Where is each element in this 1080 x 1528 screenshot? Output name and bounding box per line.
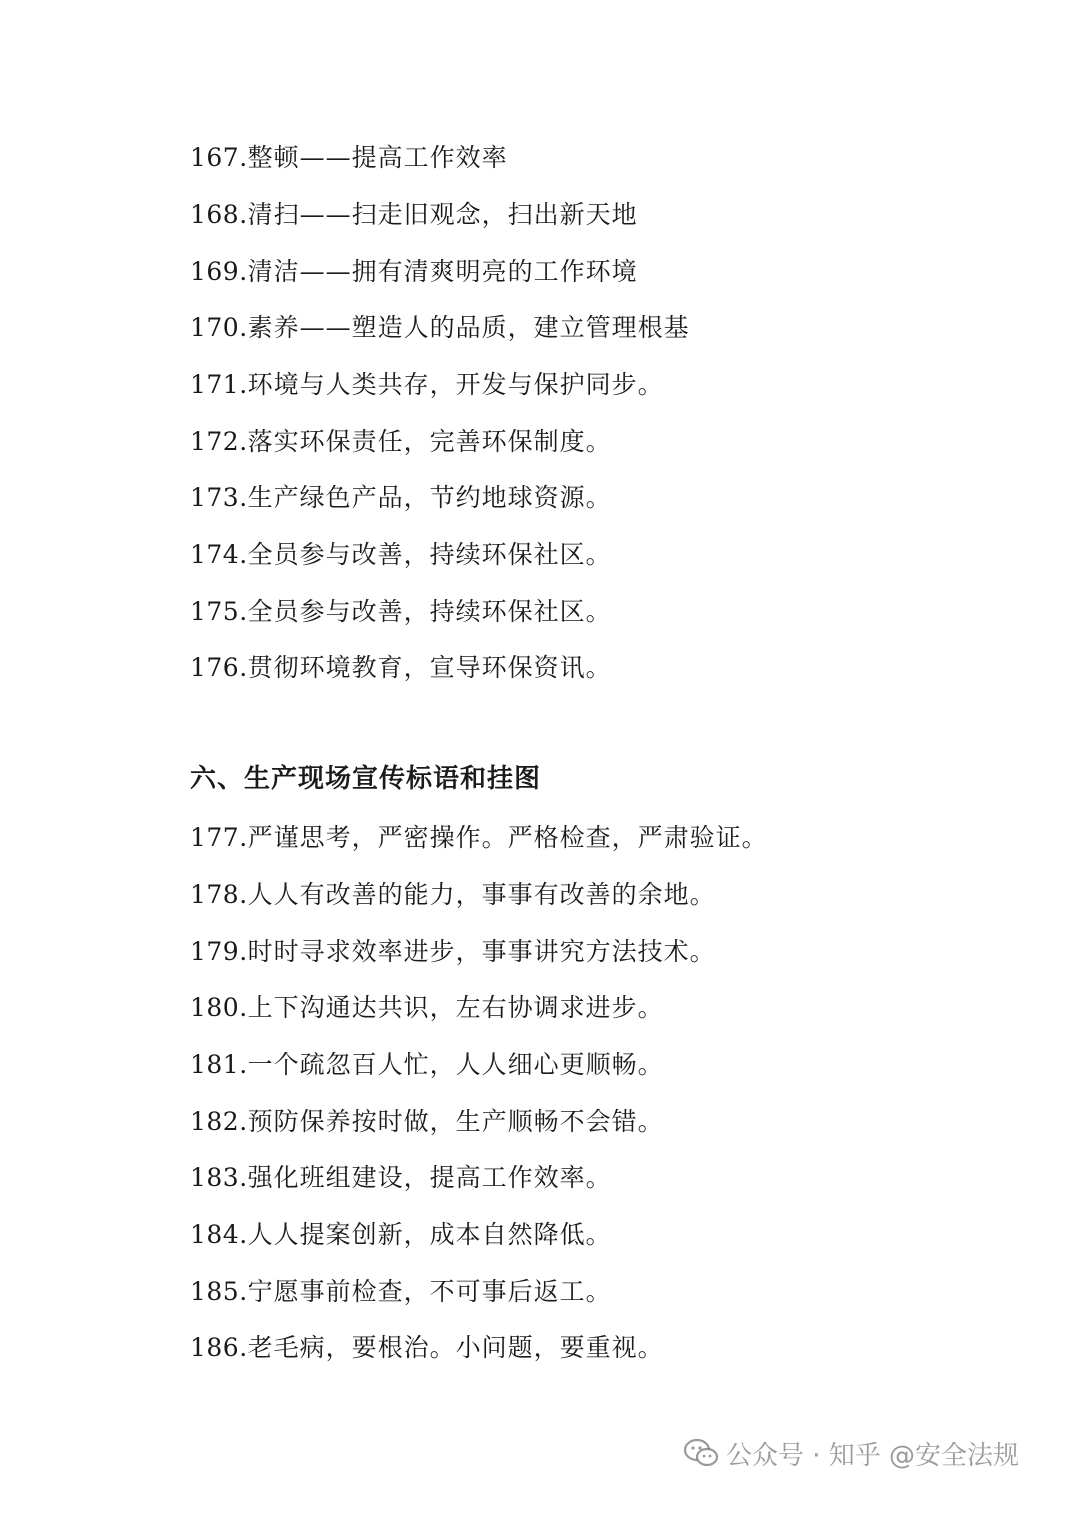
list-item bbox=[190, 1049, 664, 1081]
item-number: 182. bbox=[190, 1107, 248, 1136]
list-item bbox=[190, 992, 664, 1024]
list-item bbox=[190, 596, 612, 628]
list-item bbox=[190, 652, 612, 684]
item-text: 全员参与改善，持续环保社区。 bbox=[247, 597, 612, 626]
item-number: 173. bbox=[190, 483, 248, 512]
watermark bbox=[684, 1433, 1019, 1473]
item-text: 时时寻求效率进步，事事讲究方法技术。 bbox=[247, 937, 716, 966]
item-text: 强化班组建设，提高工作效率。 bbox=[247, 1163, 612, 1192]
wechat-icon bbox=[684, 1438, 718, 1468]
item-text: 老毛病，要根治。小问题，要重视。 bbox=[247, 1333, 664, 1362]
item-number: 175. bbox=[190, 597, 248, 626]
item-number: 180. bbox=[190, 993, 248, 1022]
item-text: 人人提案创新，成本自然降低。 bbox=[247, 1220, 612, 1249]
item-number: 183. bbox=[190, 1163, 248, 1192]
watermark-text: 公众号 · 知乎 @安全法规 bbox=[726, 1440, 1020, 1471]
item-text: 严谨思考，严密操作。严格检查，严肃验证。 bbox=[247, 823, 768, 852]
list-item bbox=[190, 936, 716, 968]
item-text: 生产绿色产品，节约地球资源。 bbox=[247, 483, 612, 512]
item-number: 176. bbox=[190, 653, 248, 682]
item-number: 168. bbox=[190, 200, 248, 229]
item-number: 177. bbox=[190, 823, 248, 852]
list-item bbox=[190, 369, 664, 401]
list-item bbox=[190, 482, 612, 514]
item-number: 181. bbox=[190, 1050, 248, 1079]
list-item bbox=[190, 822, 768, 854]
list-item bbox=[190, 879, 716, 911]
list-item bbox=[190, 199, 638, 231]
item-number: 172. bbox=[190, 427, 248, 456]
item-text: 全员参与改善，持续环保社区。 bbox=[247, 540, 612, 569]
item-number: 186. bbox=[190, 1333, 248, 1362]
item-number: 184. bbox=[190, 1220, 248, 1249]
item-text: 落实环保责任，完善环保制度。 bbox=[247, 427, 612, 456]
item-number: 170. bbox=[190, 313, 248, 342]
item-text: 清扫——扫走旧观念，扫出新天地 bbox=[247, 200, 638, 229]
item-text: 预防保养按时做，生产顺畅不会错。 bbox=[247, 1107, 664, 1136]
item-number: 179. bbox=[190, 937, 248, 966]
item-number: 174. bbox=[190, 540, 248, 569]
item-text: 人人有改善的能力，事事有改善的余地。 bbox=[247, 880, 716, 909]
item-text: 上下沟通达共识，左右协调求进步。 bbox=[247, 993, 664, 1022]
item-number: 185. bbox=[190, 1277, 248, 1306]
list-item bbox=[190, 426, 612, 458]
item-text: 贯彻环境教育，宣导环保资讯。 bbox=[247, 653, 612, 682]
list-item bbox=[190, 256, 638, 288]
list-item bbox=[190, 312, 690, 344]
list-item bbox=[190, 1332, 664, 1364]
list-item bbox=[190, 1276, 612, 1308]
item-text: 清洁——拥有清爽明亮的工作环境 bbox=[247, 257, 638, 286]
item-number: 167. bbox=[190, 143, 248, 172]
item-text: 宁愿事前检查，不可事后返工。 bbox=[247, 1277, 612, 1306]
item-number: 171. bbox=[190, 370, 248, 399]
section-heading: 六、生产现场宣传标语和挂图 bbox=[190, 764, 542, 794]
item-text: 素养——塑造人的品质，建立管理根基 bbox=[247, 313, 690, 342]
list-item bbox=[190, 539, 612, 571]
item-text: 环境与人类共存，开发与保护同步。 bbox=[247, 370, 664, 399]
item-text: 一个疏忽百人忙，人人细心更顺畅。 bbox=[247, 1050, 664, 1079]
item-number: 178. bbox=[190, 880, 248, 909]
item-text: 整顿——提高工作效率 bbox=[247, 143, 508, 172]
item-number: 169. bbox=[190, 257, 248, 286]
list-item bbox=[190, 142, 508, 174]
list-item bbox=[190, 1219, 612, 1251]
list-item bbox=[190, 1106, 664, 1138]
list-item bbox=[190, 1162, 612, 1194]
